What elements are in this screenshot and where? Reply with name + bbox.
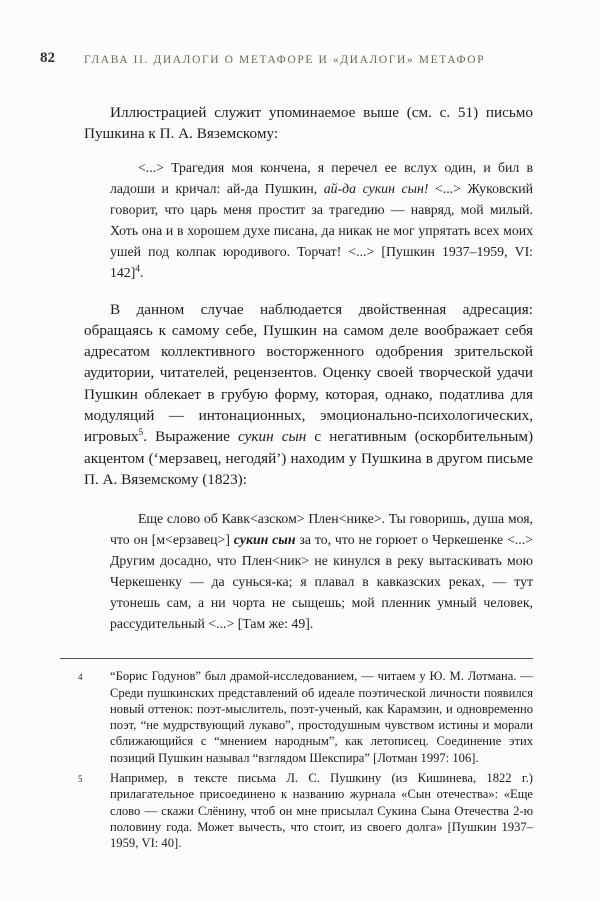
text-run: . xyxy=(140,264,144,280)
text-run: Еще слово об Кавк<азском> Плен<нике>. Ты говоришь, душа моя, что он [м<ерзавец>] xyxy=(110,511,533,548)
text-run: сукин сын xyxy=(238,428,307,446)
text-run: В данном случае наблюдается двойственная адресация: обращаясь к самому себе, Пушкин на самом деле воображает себя адресатом коллективного восторженного одобрения зрительской аудитории, читателей, рецензентов. Оценку своей творческой удачи Пушкин облекает в грубую форму, которая, однако, податлива для модуляций — интонационных, эмоционально-психологических, игровых xyxy=(84,300,533,446)
footnote-ref-4: 4 xyxy=(135,264,141,274)
paragraph-intro: Иллюстрацией служит упоминаемое выше (см. с. 51) письмо Пушкина к П. А. Вяземскому: xyxy=(84,104,533,143)
footnote-marker: 5 xyxy=(78,774,83,785)
footnote-text: Например, в тексте письма Л. С. Пушкину (из Кишинева, 1822 г.) прилагательное присоединено к названию журнала «Сын отечества»: «Еще слово — скажи Слёнину, чтоб он мне присылал Сукина Сына Отечества 2-ю половину года. Может вычесть, что стоит, из своего долга» [Пушкин 1937–1959, VI: 40]. xyxy=(110,771,533,851)
footnote-separator xyxy=(60,658,533,659)
text-run: . Выражение xyxy=(143,428,238,446)
chapter-title: ГЛАВА II. ДИАЛОГИ О МЕТАФОРЕ И «ДИАЛОГИ» МЕТАФОР xyxy=(84,54,486,66)
footnote-marker: 4 xyxy=(78,672,83,683)
text-run: с негативным (оскорбительным) акцентом (‘мерзавец, негодяй’) находим у Пушкина в другом письме П. А. Вяземскому (1823): xyxy=(84,428,534,488)
text-run: за то, что не горюет о Черкешенке <...> Другим досадно, что Плен<ник> не кинулся в реку вытаскивать мою Черкешенку — да сунься-ка; я плавал в кавказских реках, — тут утонешь сам, а ни чорта не сыщешь; мой пленник умный человек, рассудительный <...> [Там же: 49]. xyxy=(110,532,533,632)
page-header xyxy=(40,50,533,66)
letter-quote-2 xyxy=(110,508,533,634)
letter-quote-1 xyxy=(110,157,533,283)
paragraph-analysis xyxy=(84,299,533,491)
text-run: <...> Трагедия моя кончена, я перечел ее вслух один, и бил в ладоши и кричал: ай-да Пушкин, xyxy=(110,159,533,196)
footnote-ref-5: 5 xyxy=(138,428,144,439)
footnote-item-5 xyxy=(78,770,533,851)
footnote-item-4 xyxy=(78,668,533,766)
footnotes-section xyxy=(78,658,533,851)
page-number: 82 xyxy=(40,50,55,66)
page-body xyxy=(84,102,533,634)
footnote-text: “Борис Годунов” был драмой-исследованием, — читаем у Ю. М. Лотмана. — Среди пушкинских представлений об идеале поэтической личности появился новый оттенок: поэт-мыслитель, поэт-ученый, как Карамзин, и одновременно поэт, “не мудрствующий лукаво”, простодушным чувством истины и морали сближающийся с “мнением народным”, как летописец. Соединение этих позиций Пушкин называл “взглядом Шекспира” [Лотман 1997: 106]. xyxy=(110,669,533,765)
text-run: ай-да сукин сын! xyxy=(323,180,429,196)
text-run: сукин сын xyxy=(233,532,296,548)
text-run: <...> Жуковский говорит, что царь меня простит за трагедию — навряд, мой милый. Хоть она и в хорошем духе писана, да никак не мог упрятать всех моих ушей под колпак юродивого. Торчат! <...> [Пушкин 1937–1959, VI: 142] xyxy=(110,180,533,280)
